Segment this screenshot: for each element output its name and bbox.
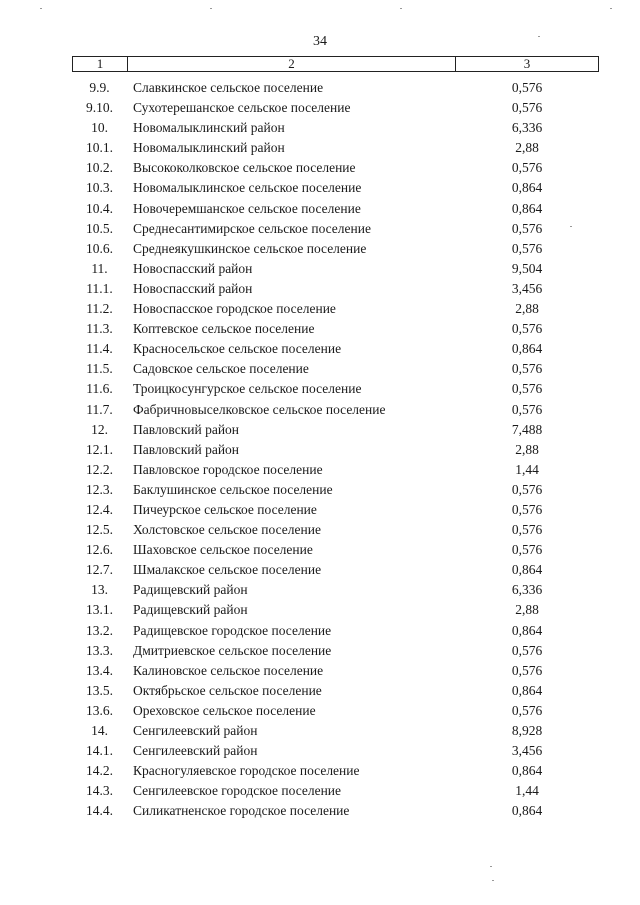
- table-row: [0, 359, 640, 379]
- row-value: 0,576: [511, 522, 543, 538]
- row-number: 11.6.: [86, 381, 113, 397]
- row-name: Радищевский район: [133, 602, 248, 618]
- row-value: 1,44: [515, 783, 539, 799]
- row-value: 2,88: [515, 301, 539, 317]
- table-row: [0, 580, 640, 600]
- row-number: 9.10.: [86, 100, 113, 116]
- table-row: [0, 178, 640, 198]
- row-value: 0,576: [511, 160, 543, 176]
- table-row: [0, 600, 640, 620]
- row-number: 10.: [91, 120, 108, 136]
- row-name: Павловское городское поселение: [133, 461, 323, 477]
- row-name: Радищевский район: [133, 582, 248, 598]
- table-row: [0, 400, 640, 420]
- row-value: 0,864: [511, 682, 543, 698]
- row-value: 0,864: [511, 622, 543, 638]
- row-name: Новомалыклинское сельское поселение: [133, 180, 362, 196]
- row-name: Новоспасское городское поселение: [133, 301, 336, 317]
- row-value: 3,456: [511, 743, 543, 759]
- row-number: 12.: [91, 421, 108, 437]
- row-number: 14.2.: [86, 763, 113, 779]
- row-value: 2,88: [515, 441, 539, 457]
- table-row: [0, 641, 640, 661]
- row-value: 0,576: [511, 501, 543, 517]
- row-number: 10.1.: [86, 140, 113, 156]
- table-row: [0, 500, 640, 520]
- table-row: [0, 801, 640, 821]
- row-value: 0,576: [511, 481, 543, 497]
- row-value: 0,864: [511, 200, 543, 216]
- table-row: [0, 138, 640, 158]
- row-number: 10.5.: [86, 220, 113, 236]
- column-header-row: [72, 56, 599, 72]
- row-number: 12.1.: [86, 441, 113, 457]
- row-name: Красносельское сельское поселение: [133, 341, 342, 357]
- row-number: 12.3.: [86, 481, 113, 497]
- table-row: [0, 158, 640, 178]
- table-row: [0, 721, 640, 741]
- scan-speck: [40, 8, 42, 9]
- table-row: [0, 440, 640, 460]
- scan-speck: [210, 8, 212, 9]
- row-number: 13.2.: [86, 622, 113, 638]
- row-name: Славкинское сельское поселение: [133, 80, 324, 95]
- row-number: 11.4.: [86, 341, 113, 357]
- row-value: 2,88: [515, 602, 539, 618]
- row-value: 3,456: [511, 280, 543, 296]
- row-value: 0,576: [511, 542, 543, 558]
- table-row: [0, 560, 640, 580]
- page-number: 34: [313, 34, 327, 49]
- table-row: [0, 339, 640, 359]
- row-value: 0,864: [511, 180, 543, 196]
- row-number: 12.7.: [86, 562, 113, 578]
- table-row: [0, 741, 640, 761]
- table-row: [0, 661, 640, 681]
- row-number: 13.3.: [86, 642, 113, 658]
- row-value: 0,864: [511, 562, 543, 578]
- row-name: Сенгилеевский район: [133, 723, 258, 738]
- row-name: Новомалыклинский район: [133, 140, 285, 156]
- table-row: [0, 520, 640, 540]
- row-name: Павловский район: [133, 441, 240, 457]
- row-value: 0,576: [511, 240, 543, 256]
- row-name: Новочеремшанское сельское поселение: [133, 200, 361, 216]
- row-name: Сенгилеевский район: [133, 743, 258, 759]
- table-row: [0, 279, 640, 299]
- row-name: Фабричновыселковское сельское поселение: [133, 401, 386, 417]
- row-value: 0,576: [511, 642, 543, 658]
- row-number: 13.5.: [86, 682, 113, 698]
- row-number: 9.9.: [89, 80, 110, 95]
- row-name: Высококолковское сельское поселение: [133, 160, 356, 176]
- row-value: 8,928: [511, 723, 543, 738]
- row-name: Сенгилеевское городское поселение: [133, 783, 342, 799]
- row-value: 9,504: [511, 260, 543, 276]
- scan-speck: [570, 226, 572, 227]
- row-number: 11.1.: [86, 280, 113, 296]
- row-number: 14.3.: [86, 783, 113, 799]
- row-value: 0,576: [511, 662, 543, 678]
- table-row: [0, 781, 640, 801]
- row-name: Октябрьское сельское поселение: [133, 682, 322, 698]
- table-row: [0, 199, 640, 219]
- row-name: Силикатненское городское поселение: [133, 803, 350, 819]
- row-name: Среднесантимирское сельское поселение: [133, 220, 371, 236]
- table-row: [0, 420, 640, 440]
- table-row: [0, 761, 640, 781]
- row-name: Новомалыклинский район: [133, 120, 285, 136]
- row-name: Садовское сельское поселение: [133, 361, 309, 377]
- row-number: 13.1.: [86, 602, 113, 618]
- row-number: 12.6.: [86, 542, 113, 558]
- row-value: 6,336: [511, 582, 543, 598]
- table-row: [0, 118, 640, 138]
- row-number: 12.2.: [86, 461, 113, 477]
- row-name: Сухотерешанское сельское поселение: [133, 100, 351, 116]
- table-row: [0, 480, 640, 500]
- row-name: Троицкосунгурское сельское поселение: [133, 381, 362, 397]
- row-number: 10.2.: [86, 160, 113, 176]
- row-number: 10.4.: [86, 200, 113, 216]
- row-name: Пичеурское сельское поселение: [133, 501, 317, 517]
- row-value: 0,576: [511, 702, 543, 718]
- row-name: Шаховское сельское поселение: [133, 542, 313, 558]
- table-row: [0, 540, 640, 560]
- table-row: [0, 460, 640, 480]
- row-number: 10.6.: [86, 240, 113, 256]
- row-value: 0,576: [511, 321, 543, 337]
- row-value: 0,576: [511, 361, 543, 377]
- row-number: 11.7.: [86, 401, 113, 417]
- row-number: 11.: [91, 260, 108, 276]
- table-row: [0, 239, 640, 259]
- row-name: Павловский район: [133, 421, 240, 437]
- row-number: 11.3.: [86, 321, 113, 337]
- row-name: Красногуляевское городское поселение: [133, 763, 360, 779]
- row-number: 13.6.: [86, 702, 113, 718]
- row-value: 0,864: [511, 341, 543, 357]
- row-name: Баклушинское сельское поселение: [133, 481, 333, 497]
- row-number: 14.: [91, 723, 108, 738]
- scan-speck: [610, 8, 612, 9]
- table-row: [0, 379, 640, 399]
- row-value: 7,488: [511, 421, 543, 437]
- row-number: 13.: [91, 582, 108, 598]
- row-number: 11.2.: [86, 301, 113, 317]
- row-name: Калиновское сельское поселение: [133, 662, 324, 678]
- table-row: [0, 259, 640, 279]
- table-row: [0, 319, 640, 339]
- row-value: 1,44: [515, 461, 539, 477]
- row-number: 11.5.: [86, 361, 113, 377]
- column-header-1: 1: [73, 57, 128, 71]
- row-name: Дмитриевское сельское поселение: [133, 642, 332, 658]
- row-value: 0,576: [511, 100, 543, 116]
- column-header-3: 3: [523, 56, 531, 71]
- row-number: 12.4.: [86, 501, 113, 517]
- row-value: 2,88: [515, 140, 539, 156]
- row-name: Коптевское сельское поселение: [133, 321, 315, 337]
- table-row: [0, 701, 640, 721]
- table-body: [0, 78, 640, 821]
- row-name: Новоспасский район: [133, 260, 253, 276]
- table-row: [0, 621, 640, 641]
- row-name: Радищевское городское поселение: [133, 622, 332, 638]
- row-name: Среднеякушкинское сельское поселение: [133, 240, 367, 256]
- table-row: [0, 78, 640, 98]
- table-row: [0, 98, 640, 118]
- row-number: 14.4.: [86, 803, 113, 819]
- table-row: [0, 681, 640, 701]
- table-row: [0, 299, 640, 319]
- row-value: 6,336: [511, 120, 543, 136]
- row-value: 0,576: [511, 80, 543, 95]
- row-number: 13.4.: [86, 662, 113, 678]
- column-header-2: 2: [128, 57, 456, 71]
- row-name: Холстовское сельское поселение: [133, 522, 321, 538]
- scan-speck: [400, 8, 402, 9]
- table-row: [0, 219, 640, 239]
- row-value: 0,864: [511, 763, 543, 779]
- row-value: 0,576: [511, 381, 543, 397]
- row-value: 0,576: [511, 401, 543, 417]
- row-value: 0,576: [511, 220, 543, 236]
- row-number: 14.1.: [86, 743, 113, 759]
- row-number: 12.5.: [86, 522, 113, 538]
- row-number: 10.3.: [86, 180, 113, 196]
- row-name: Ореховское сельское поселение: [133, 702, 316, 718]
- row-name: Новоспасский район: [133, 280, 253, 296]
- scan-speck: [492, 880, 494, 881]
- row-value: 0,864: [511, 803, 543, 819]
- row-name: Шмалакское сельское поселение: [133, 562, 322, 578]
- scan-speck: [490, 866, 492, 867]
- scan-speck: [538, 36, 540, 37]
